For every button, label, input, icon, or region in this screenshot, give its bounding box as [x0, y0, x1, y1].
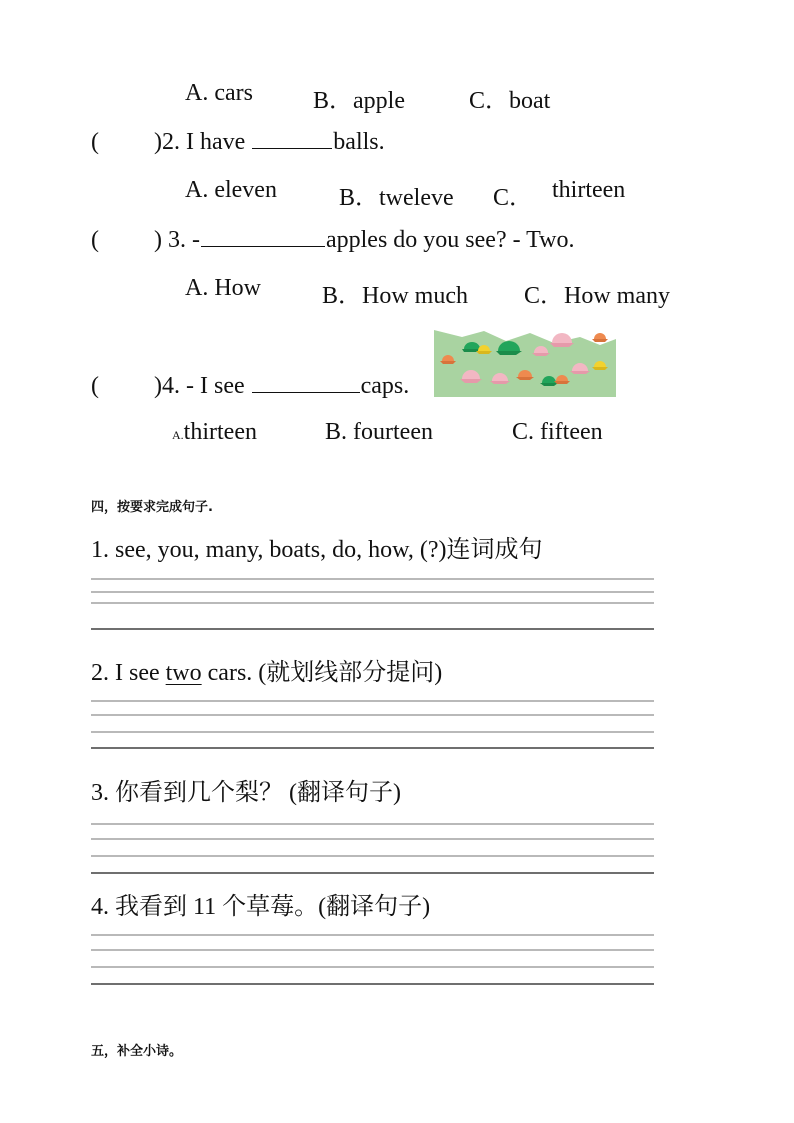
q2-option-c: thirteen — [552, 177, 626, 203]
q4-option-c: C. fifteen — [512, 419, 603, 445]
q3-suffix: apples do you see? - Two. — [325, 227, 575, 253]
answer-lines-1[interactable] — [91, 578, 654, 634]
answer-line — [91, 855, 654, 857]
q4-option-b: B. fourteen — [325, 419, 433, 445]
q2-option-b: B．tweleve — [339, 185, 454, 211]
answer-lines-4[interactable] — [91, 934, 654, 988]
q4-stem — [154, 373, 409, 400]
q2-stem — [154, 129, 385, 156]
answer-line — [91, 872, 654, 874]
caps-illustration — [434, 327, 616, 397]
cap-icon — [592, 333, 608, 342]
q4-prefix: )4. - I see — [154, 373, 251, 399]
q1-option-b: B．apple — [313, 88, 405, 114]
answer-line — [91, 983, 654, 985]
q3-option-c: C．How many — [524, 283, 670, 309]
answer-lines-3[interactable] — [91, 823, 654, 877]
answer-line — [91, 949, 654, 951]
answer-line — [91, 966, 654, 968]
q2-option-c-letter: C． — [493, 185, 534, 211]
q3-stem — [154, 227, 574, 254]
answer-line — [91, 578, 654, 580]
section-4-item-2 — [91, 652, 442, 687]
q4-answer-blank[interactable] — [252, 391, 360, 393]
q2-paren-open: ( — [91, 129, 99, 155]
answer-line — [91, 838, 654, 840]
answer-line — [91, 628, 654, 630]
answer-line — [91, 731, 654, 733]
q4-option-a-letter: A. — [172, 428, 184, 442]
answer-line — [91, 747, 654, 749]
cap-icon — [550, 333, 574, 347]
q4-suffix: caps. — [360, 373, 410, 399]
q4-paren-open: ( — [91, 373, 99, 399]
answer-line — [91, 591, 654, 593]
item-2-pre: 2. I see — [91, 660, 166, 686]
q4-option-a-text: thirteen — [183, 419, 257, 445]
q4-option-a — [172, 419, 257, 446]
section-4-item-3: 3. 你看到几个梨？ (翻译句子) — [91, 780, 401, 806]
section-5-title: 五，补全小诗。 — [91, 1044, 183, 1059]
q1-option-c: C．boat — [469, 88, 551, 114]
section-4-item-4: 4. 我看到 11 个草莓。(翻译句子) — [91, 894, 431, 920]
image-background — [434, 330, 616, 397]
answer-line — [91, 934, 654, 936]
section-4-item-1: 1. see, you, many, boats, do, how, (?)连词成句 — [91, 537, 543, 563]
q3-option-b: B．How much — [322, 283, 468, 309]
q3-prefix: ) 3. - — [154, 227, 200, 253]
answer-line — [91, 823, 654, 825]
q2-answer-blank[interactable] — [252, 147, 332, 149]
q2-prefix: )2. I have — [154, 129, 252, 155]
answer-line — [91, 602, 654, 604]
q3-answer-blank[interactable] — [201, 245, 325, 247]
q2-option-a: A. eleven — [185, 177, 277, 203]
answer-line — [91, 714, 654, 716]
q2-suffix: balls. — [333, 129, 385, 155]
answer-line — [91, 700, 654, 702]
item-2-underlined-word: two — [165, 660, 202, 686]
q1-option-a: A. cars — [185, 80, 253, 106]
q3-option-a: A. How — [185, 275, 261, 301]
q3-paren-open: ( — [91, 227, 99, 253]
answer-lines-2[interactable] — [91, 700, 654, 752]
section-4-title: 四，按要求完成句子. — [91, 500, 213, 515]
item-2-post: cars. (就划线部分提问) — [201, 660, 443, 686]
